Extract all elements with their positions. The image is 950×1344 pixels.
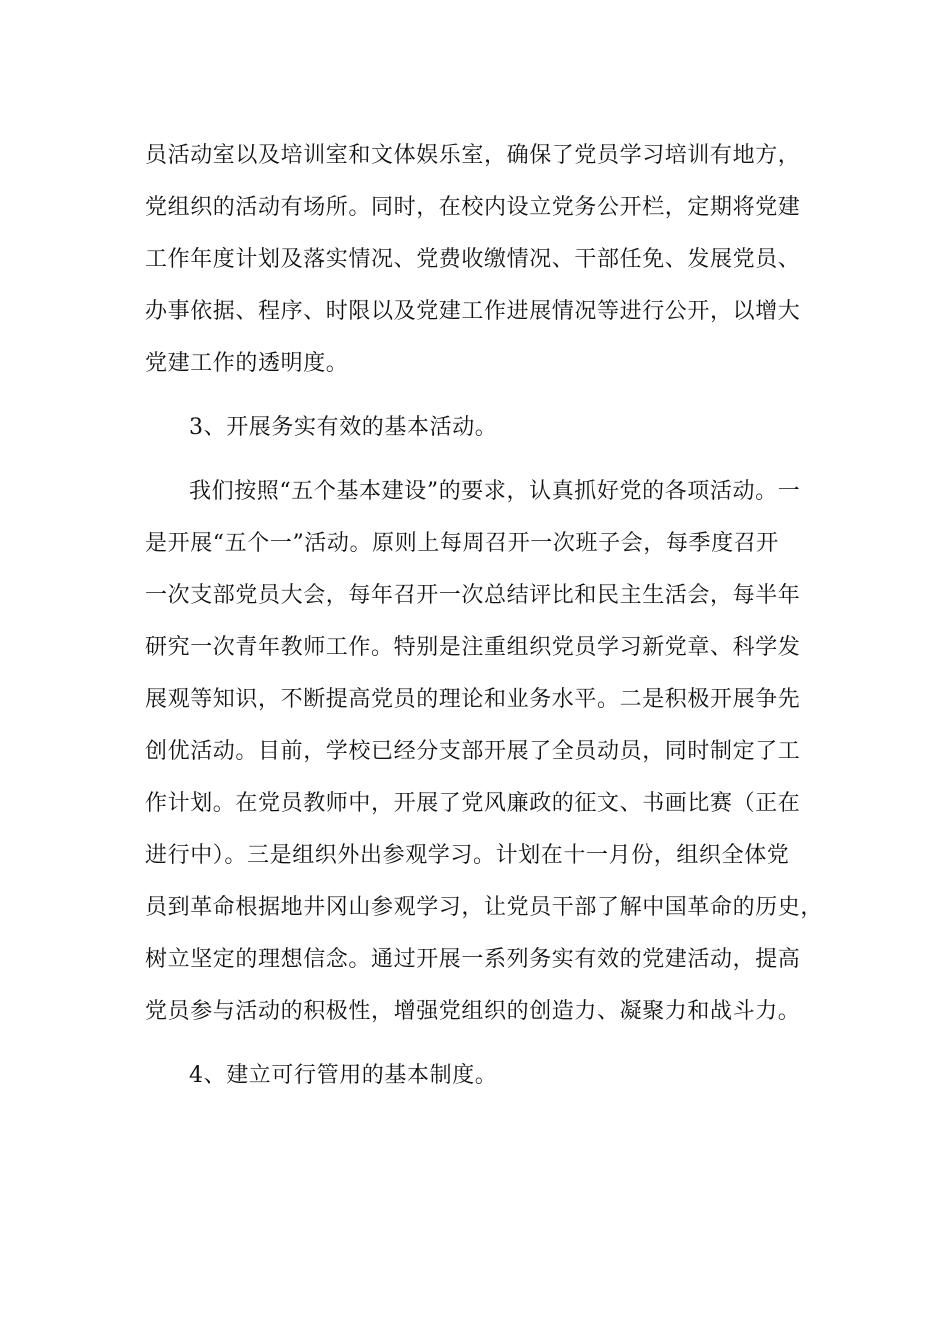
text-line: 办事依据、程序、时限以及党建工作进展情况等进行公开，以增大 bbox=[145, 299, 801, 324]
text-line: 员活动室以及培训室和文体娱乐室，确保了党员学习培训有地方， bbox=[145, 143, 801, 168]
section-heading-3 bbox=[145, 402, 805, 454]
text-line: 创优活动。目前，学校已经分支部开展了全员动员，同时制定了工 bbox=[145, 739, 801, 764]
section-heading-4 bbox=[145, 1050, 805, 1102]
document-body bbox=[145, 130, 824, 1114]
text-line: 研究一次青年教师工作。特别是注重组织党员学习新党章、科学发 bbox=[145, 635, 801, 660]
text-line: 我们按照“五个基本建设”的要求，认真抓好党的各项活动。一 bbox=[189, 479, 801, 504]
heading-text: 3、开展务实有效的基本活动。 bbox=[189, 415, 498, 440]
text-line: 工作年度计划及落实情况、党费收缴情况、干部任免、发展党员、 bbox=[145, 247, 801, 272]
paragraph-activities bbox=[145, 466, 824, 1038]
text-line: 树立坚定的理想信念。通过开展一系列务实有效的党建活动，提高 bbox=[145, 947, 801, 972]
text-line: 一次支部党员大会，每年召开一次总结评比和民主生活会，每半年 bbox=[145, 583, 801, 608]
text-line: 党建工作的透明度。 bbox=[145, 351, 349, 376]
text-line: 作计划。在党员教师中，开展了党风廉政的征文、书画比赛（正在 bbox=[145, 791, 801, 816]
text-line: 是开展“五个一”活动。原则上每周召开一次班子会，每季度召开 bbox=[145, 531, 779, 556]
heading-text: 4、建立可行管用的基本制度。 bbox=[189, 1063, 498, 1088]
text-line: 展观等知识，不断提高党员的理论和业务水平。二是积极开展争先 bbox=[145, 687, 801, 712]
text-line: 党组织的活动有场所。同时，在校内设立党务公开栏，定期将党建 bbox=[145, 195, 801, 220]
text-line: 党员参与活动的积极性，增强党组织的创造力、凝聚力和战斗力。 bbox=[145, 999, 801, 1024]
text-line: 员到革命根据地井冈山参观学习，让党员干部了解中国革命的历史， bbox=[145, 895, 824, 920]
text-line: 进行中）。三是组织外出参观学习。计划在十一月份，组织全体党 bbox=[145, 843, 790, 868]
paragraph-facilities bbox=[145, 130, 805, 390]
